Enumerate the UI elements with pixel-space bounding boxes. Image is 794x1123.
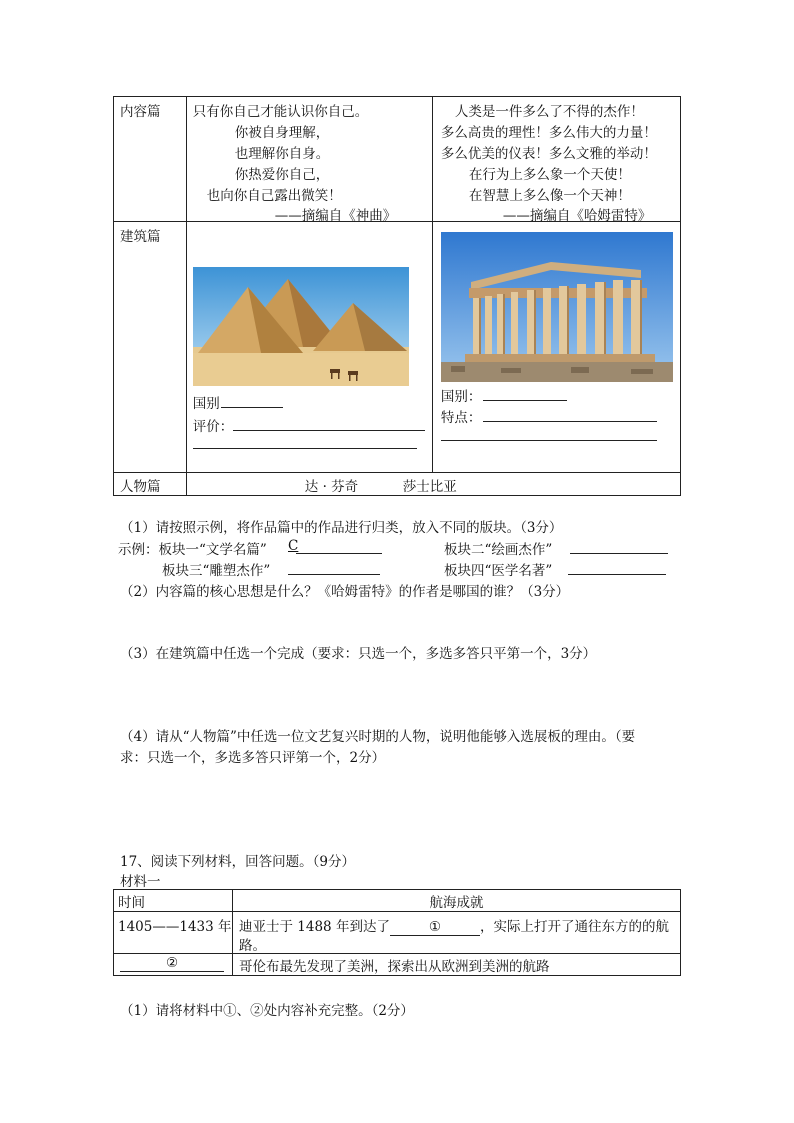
- header-time: 时间: [114, 890, 233, 912]
- country-blank[interactable]: [221, 407, 283, 408]
- review-blank[interactable]: [233, 430, 425, 431]
- left-poem-cell: [186, 97, 432, 222]
- row-1-achievement: 迪亚士于 1488 年到达了 ① ，实际上打开了通往东方的的航 路。: [233, 912, 681, 954]
- answer-blank-2[interactable]: [570, 553, 668, 554]
- parthenon-image: [441, 232, 673, 382]
- question-3: （3）在建筑篇中任选一个完成（要求：只选一个，多选多答只平第一个，3分）: [120, 646, 597, 662]
- country-blank[interactable]: [483, 400, 567, 401]
- answer-blank-1[interactable]: [296, 553, 382, 554]
- question-4-line-1: （4）请从“人物篇”中任选一位文艺复兴时期的人物，说明他能够入选展板的理由。（要: [120, 729, 636, 745]
- question-1: （1）请按照示例，将作品篇中的作品进行归类，放入不同的版块。（3分）: [120, 520, 563, 536]
- question-4-line-2: 求：只选一个，多选多答只评第一个，2分）: [120, 750, 386, 766]
- question-17: 17、阅读下列材料，回答问题。（9分）: [120, 854, 356, 870]
- review-label: 评价：: [192, 419, 234, 435]
- parthenon-cell: [432, 222, 680, 473]
- person-davinci: 达 · 芬奇: [304, 479, 359, 495]
- feature-label: 特点：: [440, 410, 482, 426]
- feature-blank-2[interactable]: [441, 440, 657, 441]
- poem-line: 多么高贵的理性！多么伟大的力量！: [440, 125, 657, 141]
- row-2-achievement: 哥伦布最先发现了美洲，探索出从欧洲到美洲的航路: [233, 954, 681, 976]
- people-cell: [186, 473, 680, 496]
- poem-source: ——摘编自《哈姆雷特》: [502, 208, 652, 224]
- block-4-label: 板块四“医学名著”: [444, 563, 553, 579]
- poem-line: 只有你自己才能认识你自己。: [192, 104, 369, 120]
- row-label-people: 人物篇: [114, 473, 187, 496]
- works-table: [113, 96, 681, 496]
- poem-line: 也理解你自身。: [234, 146, 330, 162]
- answer-blank-4[interactable]: [568, 574, 666, 575]
- block-3-label: 板块三“雕塑杰作”: [162, 563, 271, 579]
- poem-line: 你热爱你自己，: [234, 167, 330, 183]
- person-shakespeare: 莎士比亚: [402, 479, 457, 495]
- row-label-content: 内容篇: [114, 97, 187, 222]
- block-2-label: 板块二“绘画杰作”: [444, 542, 553, 558]
- poem-line: 也向你自己露出微笑！: [206, 188, 342, 204]
- header-achievement: 航海成就: [233, 890, 681, 912]
- example-answer: C: [288, 538, 299, 554]
- poem-line: 人类是一件多么了不得的杰作！: [454, 104, 644, 120]
- row-2-time: [114, 954, 233, 976]
- poem-line: 你被自身理解，: [234, 125, 330, 141]
- row-1-time: 1405——1433 年: [114, 912, 233, 954]
- poem-line: 在智慧上多么像一个天神！: [468, 188, 631, 204]
- right-poem-cell: [432, 97, 680, 222]
- country-label: 国别：: [440, 389, 482, 405]
- poem-source: ——摘编自《神曲》: [274, 208, 397, 224]
- example-label: 示例：板块一“文学名篇”: [118, 542, 267, 558]
- voyage-table: [113, 889, 681, 976]
- material-label: 材料一: [120, 874, 161, 890]
- poem-line: 在行为上多么象一个天使！: [468, 167, 631, 183]
- answer-blank-3[interactable]: [288, 574, 380, 575]
- pyramids-image: [193, 267, 409, 386]
- blank-1[interactable]: ①: [390, 919, 480, 936]
- poem-line: 多么优美的仪表！多么文雅的举动！: [440, 146, 657, 162]
- review-blank-2[interactable]: [193, 448, 417, 449]
- pyramid-cell: [186, 222, 432, 473]
- feature-blank[interactable]: [483, 421, 657, 422]
- question-17-1: （1）请将材料中①、②处内容补充完整。（2分）: [120, 1003, 414, 1019]
- row-label-architecture: 建筑篇: [114, 222, 187, 473]
- country-label: 国别: [192, 396, 220, 412]
- question-2: （2）内容篇的核心思想是什么？《哈姆雷特》的作者是哪国的谁？（3分）: [120, 584, 570, 600]
- blank-2[interactable]: ②: [120, 955, 224, 972]
